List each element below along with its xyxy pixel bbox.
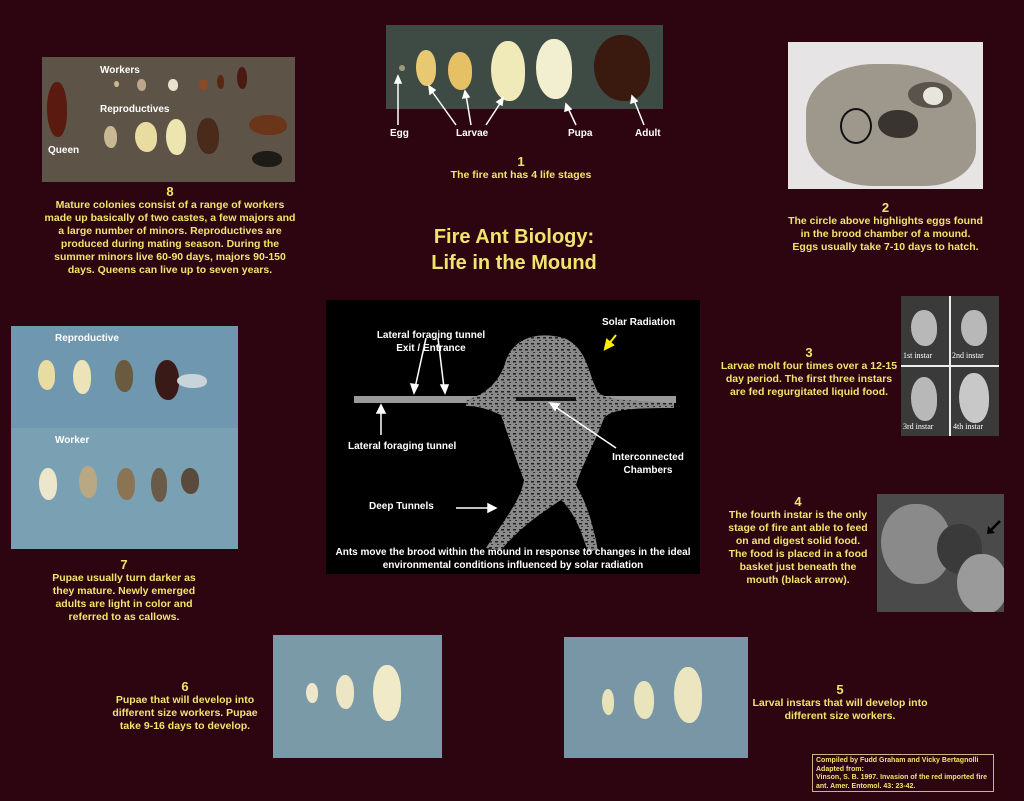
worker-pupa-image	[79, 466, 97, 498]
credit-box	[812, 754, 994, 792]
adult-label: Adult	[635, 128, 661, 139]
reproductive-image	[166, 119, 186, 155]
larva-sem	[959, 373, 989, 423]
panel-7-caption	[40, 557, 208, 624]
chamber-line	[516, 397, 576, 401]
queen-label: Queen	[48, 145, 80, 156]
larvae-label: Larvae	[456, 128, 489, 139]
diagram-caption: Ants move the brood within the mound in response to changes in the ideal environmental conditions influenced by solar radiation	[335, 547, 691, 571]
deep-tunnels-label: Deep Tunnels	[369, 501, 434, 512]
lateral-tunnel-label: Lateral foraging tunnel	[348, 441, 457, 452]
panel-1-number: 1	[517, 154, 525, 169]
worker-label: Worker	[55, 435, 90, 446]
panel-1-text: The fire ant has 4 life stages	[450, 169, 592, 181]
panel-4-number: 4	[794, 494, 802, 509]
panel-4-caption	[727, 494, 869, 587]
reproductives-label: Reproductives	[100, 104, 170, 115]
worker-pupa-image	[39, 468, 57, 500]
panel-8-number: 8	[166, 184, 174, 199]
instar-3-label: 3rd instar	[903, 422, 934, 431]
worker-image	[168, 79, 178, 91]
credit-line-1: Compiled by Fudd Graham and Vicky Bertagnolli	[816, 757, 979, 764]
mound-diagram	[326, 300, 700, 574]
pupa-label: Pupa	[568, 128, 593, 139]
lateral-exit-label	[366, 329, 496, 355]
reproductive-label: Reproductive	[55, 333, 119, 344]
page-title-line-2: Life in the Mound	[431, 252, 597, 274]
pupa-small-image	[306, 683, 318, 703]
chambers-label	[606, 451, 690, 477]
worker-adult-image	[181, 468, 199, 494]
panel-7-number: 7	[120, 557, 128, 572]
wing-image	[177, 374, 207, 388]
chambers-label-line-2: Chambers	[623, 465, 673, 476]
panel-5-text: Larval instars that will develop into different size workers.	[752, 697, 928, 722]
page-title	[385, 224, 643, 276]
reproductive-pupa-image	[38, 360, 55, 390]
worker-pupa-image	[117, 468, 135, 500]
instar-4-label: 4th instar	[953, 422, 983, 431]
larva-body-image	[957, 554, 1004, 612]
panel-1-caption	[400, 154, 642, 182]
chamber-image	[878, 110, 918, 138]
credit-line-2: Adapted from:	[816, 765, 864, 773]
castes-photo	[42, 57, 295, 182]
larva-large-image	[674, 667, 702, 723]
black-arrow-icon	[985, 520, 1001, 536]
reproductive-image	[135, 122, 157, 152]
pupae-photo	[273, 635, 442, 758]
larva-sem	[911, 377, 937, 421]
instar-2-label: 2nd instar	[952, 351, 984, 360]
panel-3-number: 3	[805, 345, 813, 360]
queen-ant-image	[47, 82, 67, 137]
reproductive-image	[104, 126, 117, 148]
larva-sem	[961, 310, 987, 346]
worker-pupa-image	[151, 468, 167, 502]
panel-5-caption	[752, 682, 928, 723]
reproductive-pupa-image	[115, 360, 133, 392]
page-title-line-1: Fire Ant Biology:	[433, 226, 595, 248]
reproductive-pupa-image	[73, 360, 91, 394]
panel-6-number: 6	[181, 679, 189, 694]
lateral-exit-label-line-2: Exit / Entrance	[396, 343, 466, 354]
panel-6-caption	[102, 679, 268, 733]
pupa-medium-image	[336, 675, 354, 709]
instar-1-label: 1st instar	[903, 351, 933, 360]
panel-4-text: The fourth instar is the only stage of fire ant able to feed on and digest solid food. The food is placed in a food basket just beneath the mouth (black arrow).	[728, 509, 868, 586]
eggs-image	[923, 87, 943, 105]
worker-image	[137, 79, 146, 91]
panel-2-caption	[788, 200, 983, 254]
solar-radiation-label: Solar Radiation	[602, 317, 676, 328]
highlight-circle	[840, 108, 872, 144]
panel-2-number: 2	[881, 200, 890, 215]
worker-image	[217, 75, 224, 89]
egg-label: Egg	[390, 128, 409, 139]
chambers-label-line-1: Interconnected	[612, 452, 684, 463]
reproductive-image	[252, 151, 282, 167]
panel-7-text: Pupae usually turn darker as they mature. Newly emerged adults are light in color and referred to as callows.	[52, 572, 196, 623]
life-stage-arrows	[386, 70, 663, 130]
credit-line-3: Vinson, S. B. 1997. Invasion of the red imported fire ant. Amer. Entomol. 43: 23-42.	[816, 774, 988, 790]
panel-6-text: Pupae that will develop into different size workers. Pupae take 9-16 days to develop.	[112, 694, 258, 732]
pupa-large-image	[373, 665, 401, 721]
worker-image	[199, 79, 208, 90]
panel-2-text: The circle above highlights eggs found in the brood chamber of a mound. Eggs usually take 7-10 days to hatch.	[788, 215, 983, 253]
larva-sem	[911, 310, 937, 346]
instars-sem-grid	[901, 296, 999, 436]
food-basket-sem-photo	[877, 494, 1004, 612]
larvae-photo	[564, 637, 748, 758]
callows-photo	[11, 326, 238, 549]
worker-image	[114, 81, 119, 87]
panel-8-text: Mature colonies consist of a range of workers made up basically of two castes, a few majors and a large number of minors. Reproductives are produced during mating season. During the summer minors live 60-90 days, majors 90-150 days. Queens can live up to seven years.	[44, 199, 296, 276]
reproductive-adult-image	[155, 360, 179, 400]
reproductive-image	[249, 115, 287, 135]
panel-8-caption	[42, 184, 298, 277]
panel-3-caption	[718, 345, 900, 399]
larva-medium-image	[634, 681, 654, 719]
reproductive-image	[197, 118, 219, 154]
panel-5-number: 5	[836, 682, 844, 697]
brood-chamber-photo	[788, 42, 983, 189]
larva-small-image	[602, 689, 614, 715]
lateral-exit-label-line-1: Lateral foraging tunnel	[376, 330, 486, 341]
worker-image	[237, 67, 247, 89]
panel-3-text: Larvae molt four times over a 12-15 day period. The first three instars are fed regurgitated liquid food.	[720, 360, 898, 398]
workers-label: Workers	[100, 65, 140, 76]
